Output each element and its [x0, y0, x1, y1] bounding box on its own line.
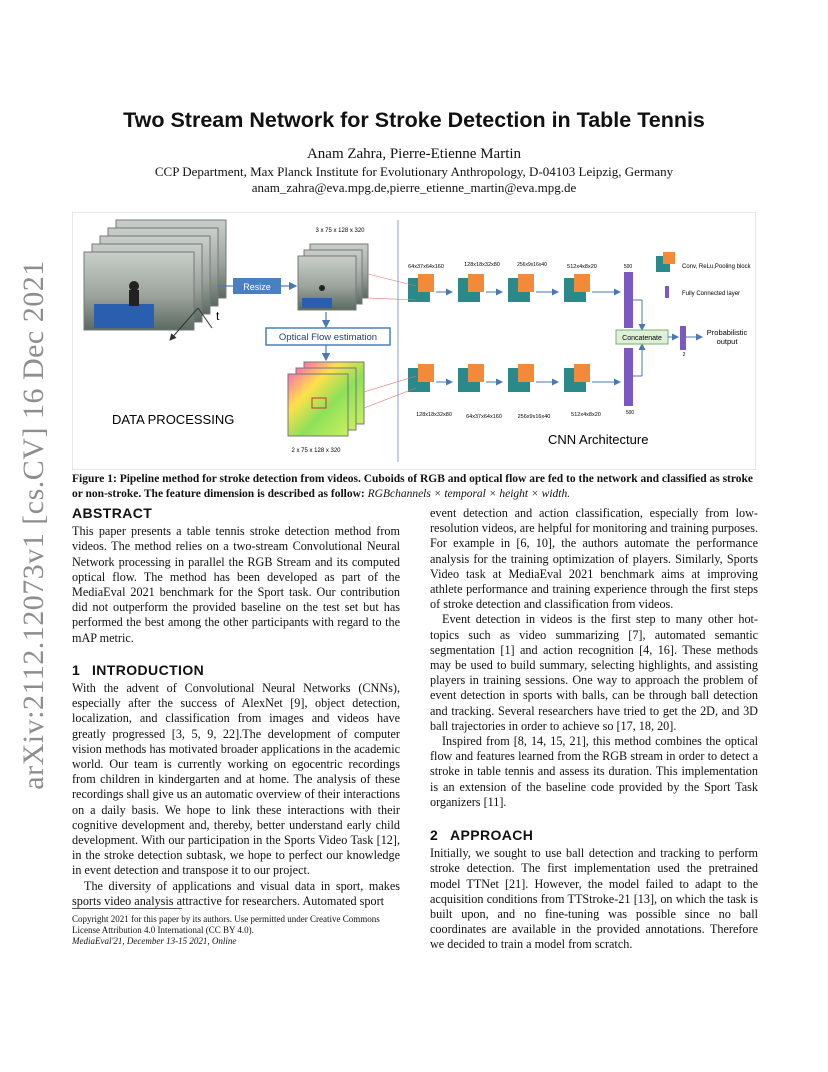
legend-conv-label: Conv, ReLu,Pooling block [682, 264, 751, 270]
bottom-dim-5: 500 [625, 410, 635, 416]
top-dim-4: 512x4x8x20 [567, 264, 597, 270]
abstract-text: This paper presents a table tennis stroke detection method from videos. The method relies on a two-stream Convolutional Neural Network processing in parallel the RGB Stream and its computed optical flow. The method has been developed as part of the MediaEval 2021 benchmark for the Sport task. Our contribution did not outperform the provided baseline on the test set but has performed the best among the other participants with regard to the mAP metric. [72, 524, 400, 645]
right-column [430, 506, 758, 953]
intro-paragraph-5: Inspired from [8, 14, 15, 21], this method combines the optical flow and features learned from the RGB stream in order to detect a stroke in table tennis and assess its duration. This implementation is an extension of the baseline code provided by the Sport Task organizers [11]. [430, 734, 758, 809]
video-frames-stack [84, 220, 226, 330]
paper-emails: anam_zahra@eva.mpg.de,pierre_etienne_martin@eva.mpg.de [251, 180, 577, 195]
intro-heading: 1 INTRODUCTION [72, 661, 205, 678]
pipeline-figure [72, 212, 756, 470]
top-fc-layer [624, 272, 633, 328]
input-dims: 3 x 75 x 128 x 320 [315, 228, 365, 234]
approach-heading: 2 APPROACH [430, 827, 534, 844]
pipeline-diagram [72, 212, 756, 470]
time-label: t [216, 309, 220, 323]
output-fc-layer [680, 326, 686, 350]
bottom-dim-1: 128x18x32x80 [416, 412, 452, 418]
paper-affiliation: CCP Department, Max Planck Institute for Evolutionary Anthropology, D-04103 Leipzig, Germany [154, 164, 674, 179]
footnote-venue: MediaEval'21, December 13-15 2021, Online [72, 936, 237, 946]
output-dim: 2 [682, 352, 686, 358]
bottom-dim-4: 512x4x8x20 [571, 412, 601, 418]
caption-formula: RGBchannels × temporal × height × width. [367, 488, 571, 500]
approach-paragraph-1: Initially, we sought to use ball detection and tracking to perform stroke detection. The first implementation used the pretrained model TTNet [21]. However, the model failed to adapt to the acquisition conditions from TTStroke-21 [13], on which the task is built upon, and no fine-tuning was possible since no ball coordinates are available in the provided annotations. Therefore we decided to train a model from scratch. [430, 846, 758, 952]
intro-paragraph-1: With the advent of Convolutional Neural Networks (CNNs), especially after the success of AlexNet [9], object detection, localization, and classification from images and videos have greatly progressed [3, 5, 9, 22].The development of computer vision methods has motivated broader applications in the academic world. Our team is currently working on egocentric recordings from children in kindergarten and at home. The analysis of these recordings shall give us an automatic overview of their interactions on a daily basis. We hope to link these interactions with their cognitive development and, thereby, better understand early child development. With our participation in the Sports Video Task [12], in the stroke detection subtask, we hope to perfect our knowledge in event detection and transpose it to our project. [72, 681, 400, 878]
resize-label: Resize [243, 282, 271, 292]
cnn-architecture-label: CNN Architecture [548, 432, 649, 447]
left-column [72, 506, 400, 909]
bottom-fc-layer [624, 348, 633, 406]
bottom-dim-2: 64x37x64x160 [466, 414, 502, 420]
intro-paragraph-2: The diversity of applications and visual data in sport, makes sports video analysis attractive for researchers. Automated sport [72, 878, 400, 908]
optical-flow-label: Optical Flow estimation [278, 332, 378, 343]
data-processing-label: DATA PROCESSING [112, 412, 235, 427]
paper-title: Two Stream Network for Stroke Detection in Table Tennis [123, 108, 705, 132]
bottom-dim-3: 256x9x16x40 [517, 414, 551, 420]
resized-frames-stack [298, 244, 368, 310]
output-label-2: output [716, 337, 738, 346]
paper-authors: Anam Zahra, Pierre-Etienne Martin [306, 146, 522, 162]
copyright-footnote [72, 908, 400, 947]
top-dim-3: 256x9x16x40 [517, 262, 547, 268]
arxiv-stamp: arXiv:2112.12073v1 [cs.CV] 16 Dec 2021 [17, 260, 50, 790]
footnote-license: Copyright 2021 for this paper by its authors. Use permitted under Creative Commons License Attribution 4.0 International (CC BY 4.0). [72, 914, 380, 935]
figure-caption: Figure 1: Pipeline method for stroke detection from videos. Cuboids of RGB and optical flow are fed to the network and classified as stroke or non-stroke. The feature dimension is described as follow: RGBchannels × temporal × height × width. [72, 473, 754, 500]
top-dim-1: 64x37x64x160 [408, 264, 444, 270]
legend-fc-icon [665, 286, 669, 298]
intro-paragraph-4: Event detection in videos is the first step to many other hot-topics such as video summarizing [7], automated semantic segmentation [1] and action recognition [4, 16]. These methods may be used to build summary, selecting highlights, and assisting players in training sessions. One way to approach the problem of event detection in sports with balls, can be through ball detection and tracking. Several researchers have tried to get the 2D, and 3D ball trajectories in order to achieve so [17, 18, 20]. [430, 612, 758, 733]
flow-dims: 2 x 75 x 128 x 320 [291, 448, 341, 454]
top-dim-2: 128x18x32x80 [464, 262, 500, 268]
flow-frames-stack [288, 362, 364, 436]
output-label-1: Probabilistic [706, 328, 748, 337]
top-dim-5: 500 [623, 264, 633, 270]
concatenate-label: Concatenate [622, 335, 662, 342]
abstract-heading: ABSTRACT [72, 505, 153, 521]
intro-paragraph-3: event detection and action classification, especially from low-resolution videos, are helpful for monitoring and training purposes. For example in [6, 10], the authors automate the performance analysis for the training optimization of players. Similarly, Sports Video task at MediaEval 2021 benchmark aims at improving athlete performance and training experience through the first steps of stroke detection and classification from videos. [430, 506, 758, 612]
legend-fc-label: Fully Connected layer [682, 291, 741, 297]
